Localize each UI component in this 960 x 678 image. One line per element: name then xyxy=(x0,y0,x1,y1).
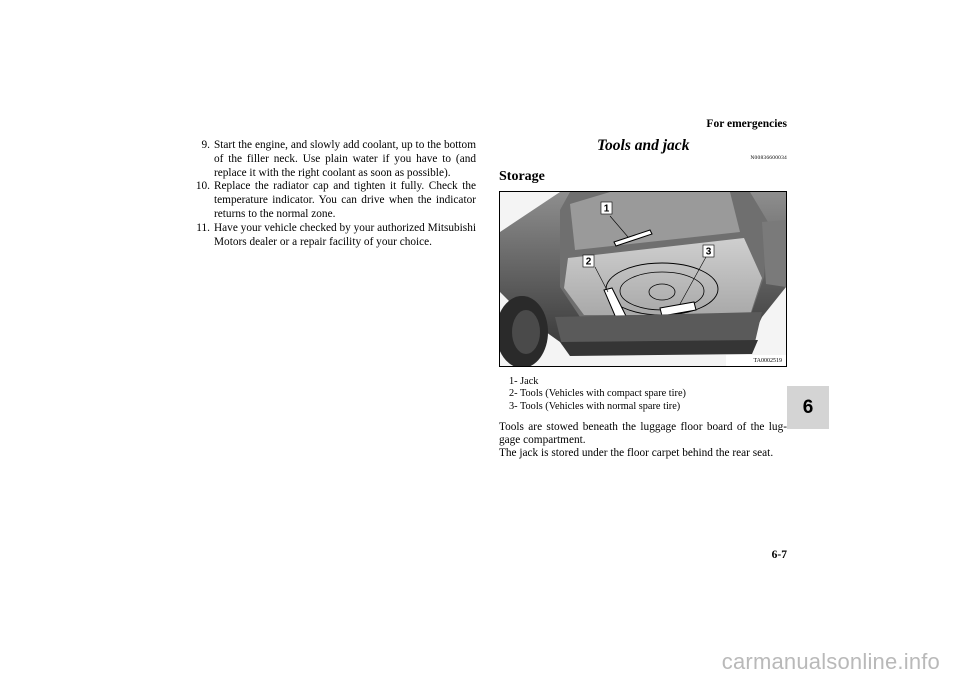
tools-jack-illustration xyxy=(499,191,787,367)
step-item xyxy=(186,139,476,180)
step-text: Start the engine, and slowly add coolant, up to the bottom of the filler neck. Use plain water if you have to (and replace it with the right coolant as soon as possible). xyxy=(214,139,476,179)
step-item xyxy=(186,222,476,250)
body-paragraph: Tools are stowed beneath the luggage floor board of the lug-gage compartment. xyxy=(499,421,787,447)
watermark: carmanualsonline.info xyxy=(721,649,940,674)
step-number: 11. xyxy=(196,221,210,234)
step-text: Have your vehicle checked by your authorized Mitsubishi Motors dealer or a repair facility of your choice. xyxy=(214,221,476,248)
figure-code: TA0002519 xyxy=(753,358,782,364)
step-number: 9. xyxy=(201,139,210,151)
callout-3: 3 xyxy=(705,246,712,258)
section-title: Tools and jack xyxy=(597,137,690,154)
vehicle-cargo-drawing xyxy=(500,192,786,366)
subheading: Storage xyxy=(499,169,545,184)
chapter-tab: 6 xyxy=(787,386,829,429)
legend-item: 1- Jack xyxy=(509,376,539,387)
step-item xyxy=(186,180,476,221)
legend-item: 3- Tools (Vehicles with normal spare tire) xyxy=(509,400,681,412)
callout-2: 2 xyxy=(585,256,592,268)
callout-1: 1 xyxy=(603,203,610,215)
procedure-steps xyxy=(186,139,476,249)
legend-item: 2- Tools (Vehicles with compact spare tire) xyxy=(509,388,686,400)
step-number: 10. xyxy=(195,180,210,193)
figure-legend xyxy=(509,376,779,413)
header-title: For emergencies xyxy=(706,118,787,130)
page-number: 6-7 xyxy=(771,549,787,561)
step-text: Replace the radiator cap and tighten it fully. Check the temperature indicator. You can drive when the indicator returns to the normal zone. xyxy=(214,180,476,220)
body-text xyxy=(499,421,787,461)
section-code: N00836600034 xyxy=(750,155,787,161)
body-paragraph: The jack is stored under the floor carpet behind the rear seat. xyxy=(499,447,774,460)
